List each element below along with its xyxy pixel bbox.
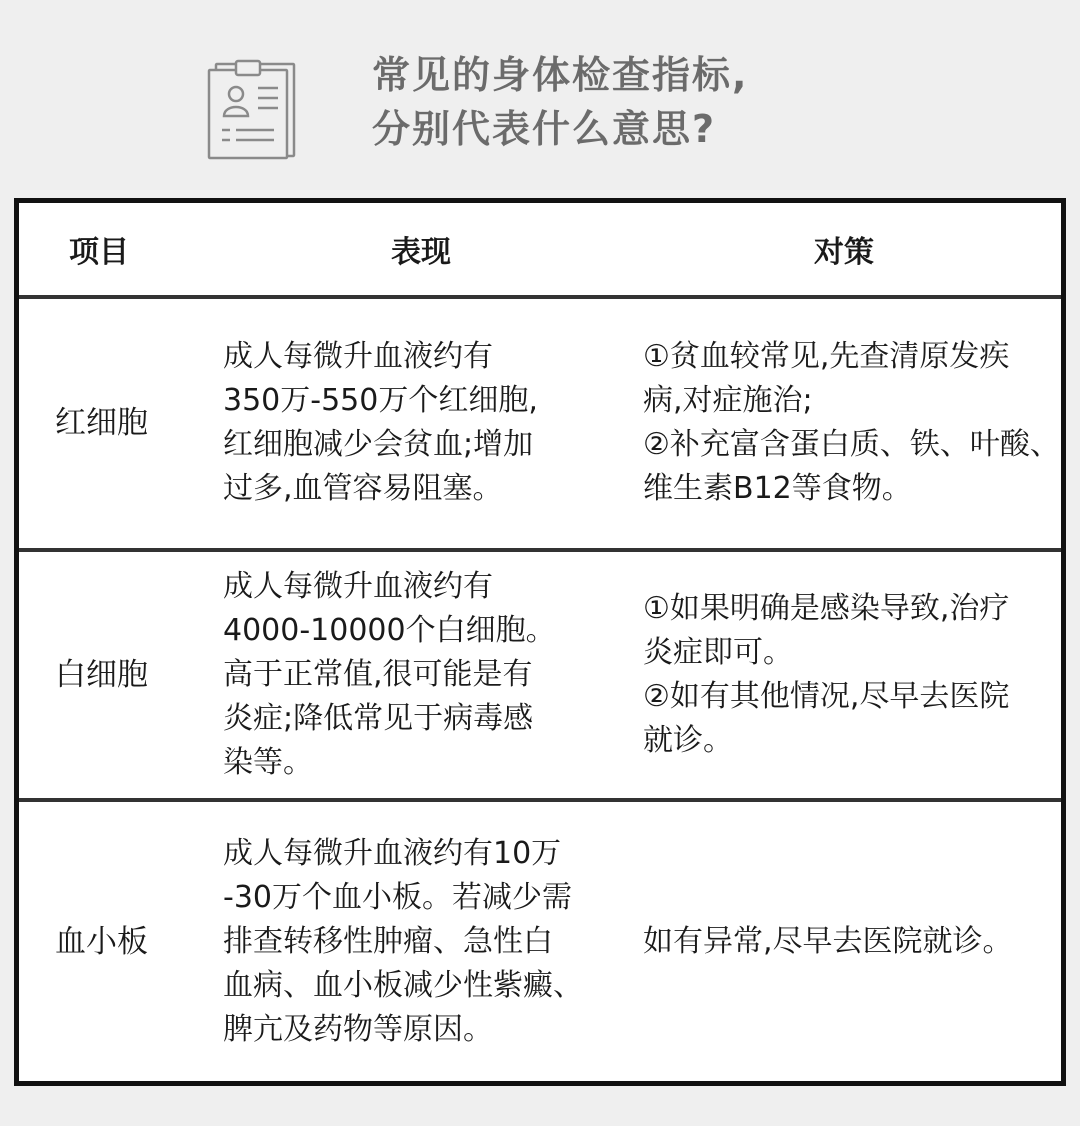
indicator-table [14, 198, 1066, 1086]
row-measure [627, 800, 1061, 1081]
row-description [215, 550, 627, 801]
measure-line: 就诊。 [643, 722, 733, 758]
description-line: 350万-550万个红细胞, [223, 383, 538, 419]
indicator-table-grid [19, 203, 1061, 1081]
measure-line: 如有异常,尽早去医院就诊。 [643, 923, 1013, 959]
table-row [19, 297, 1061, 550]
row-item-name: 红细胞 [19, 297, 215, 550]
column-header-item: 项目 [19, 203, 215, 297]
row-measure [627, 297, 1061, 550]
table-row [19, 550, 1061, 801]
table-header-row [19, 203, 1061, 297]
row-measure [627, 550, 1061, 801]
row-item-name: 血小板 [55, 923, 148, 960]
measure-line: ②补充富含蛋白质、铁、叶酸、 [643, 427, 1060, 463]
measure-line: 维生素B12等食物。 [643, 471, 912, 507]
table-row [19, 800, 1061, 1081]
title-line-1: 常见的身体检查指标, [372, 53, 749, 97]
description-line: 成人每微升血液约有 [223, 339, 493, 375]
description-line: 脾亢及药物等原因。 [223, 1011, 493, 1047]
row-description [215, 800, 627, 1081]
description-line: 高于正常值,很可能是有 [223, 656, 533, 692]
row-description [215, 297, 627, 550]
description-line: 4000-10000个白细胞。 [223, 612, 556, 648]
description-line: 成人每微升血液约有 [223, 568, 493, 604]
measure-line: 病,对症施治; [643, 383, 813, 419]
measure-line: ①贫血较常见,先查清原发疾 [643, 339, 1010, 375]
measure-line: 炎症即可。 [643, 634, 793, 670]
header [0, 0, 1080, 200]
description-line: 过多,血管容易阻塞。 [223, 471, 503, 507]
description-line: 炎症;降低常见于病毒感 [223, 700, 534, 736]
column-header-measure: 对策 [627, 203, 1061, 297]
description-line: 染等。 [223, 744, 313, 780]
description-line: 成人每微升血液约有10万 [223, 835, 562, 871]
title-line-2: 分别代表什么意思? [372, 107, 717, 151]
measure-line: ②如有其他情况,尽早去医院 [643, 678, 1010, 714]
description-line: 红细胞减少会贫血;增加 [223, 427, 534, 463]
page-title [372, 48, 1012, 156]
description-line: 排查转移性肿瘤、急性白 [223, 923, 553, 959]
description-line: 血病、血小板减少性紫癜、 [223, 967, 583, 1003]
measure-line: ①如果明确是感染导致,治疗 [643, 590, 1010, 626]
description-line: -30万个血小板。若减少需 [223, 879, 572, 915]
column-header-description: 表现 [215, 203, 627, 297]
row-item-name: 白细胞 [19, 550, 215, 801]
medical-record-icon [206, 56, 298, 160]
